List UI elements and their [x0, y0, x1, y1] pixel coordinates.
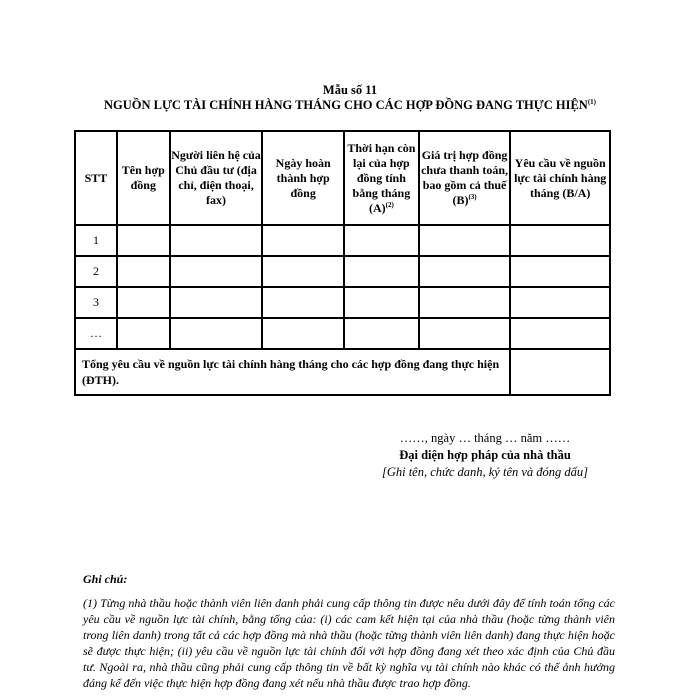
cell — [419, 318, 511, 349]
note-1: (1) Từng nhà thầu hoặc thành viên liên danh phải cung cấp thông tin được nêu dưới đây để tính toán tổng các yêu cầu về nguồn lực tài chính, bằng tổng của: (i) các cam kết hiện tại của nhà thầu (hoặc từng thành viên trong liên danh) trong tất cả các hợp đồng mà nhà thầu (hoặc từng thành viên liên danh) đang thực hiện hoặc sẽ được thực hiện; (ii) yêu cầu về nguồn lực tài chính đối với hợp đồng đang xét theo xác định của Chủ đầu tư. Ngoài ra, nhà thầu cũng phải cung cấp thông tin về bất kỳ nghĩa vụ tài chính nào khác có thể ảnh hưởng đáng kể đến việc thực hiện hợp đồng đang xét nếu nhà thầu được trao hợp đồng. — [83, 596, 615, 690]
cell — [344, 225, 419, 256]
notes-heading: Ghi chú: — [83, 572, 128, 586]
cell — [262, 256, 344, 287]
cell — [344, 318, 419, 349]
row-stt: 2 — [75, 256, 117, 287]
financial-resources-table — [74, 130, 611, 396]
header-remaining-months: Thời hạn còn lại của hợp đồng tính bằng tháng $(A)^{(2)}$ — [344, 131, 419, 225]
table-row — [75, 287, 610, 318]
date-line: ……, ngày … tháng … năm …… — [399, 431, 571, 445]
header-owner-contact: Người liên hệ của Chủ đầu tư (địa chỉ, điện thoại, fax) — [170, 131, 263, 225]
cell — [170, 225, 263, 256]
row-stt: … — [75, 318, 117, 349]
cell — [344, 287, 419, 318]
footnote-marker-2: (2) — [385, 200, 394, 209]
cell — [419, 225, 511, 256]
cell — [170, 318, 263, 349]
cell — [117, 287, 170, 318]
total-row — [75, 349, 610, 395]
cell — [510, 318, 610, 349]
cell — [170, 287, 263, 318]
footnote-marker-3: (3) — [468, 193, 477, 201]
signature-block — [360, 430, 610, 481]
cell — [419, 287, 511, 318]
header-stt: STT — [75, 131, 117, 225]
cell — [510, 256, 610, 287]
table-row — [75, 318, 610, 349]
table-row — [75, 225, 610, 256]
cell — [170, 256, 263, 287]
table-row — [75, 256, 610, 287]
header-completion-date: Ngày hoàn thành hợp đồng — [262, 131, 344, 225]
row-stt: 3 — [75, 287, 117, 318]
form-number: Mẫu số 11 — [322, 83, 378, 97]
title-text: NGUỒN LỰC TÀI CHÍNH HÀNG THÁNG CHO CÁC HỢP ĐỒNG ĐANG THỰC HIỆN — [103, 98, 588, 112]
cell — [117, 318, 170, 349]
total-label: Tổng yêu cầu về nguồn lực tài chính hàng tháng cho các hợp đồng đang thực hiện (ĐTH). — [75, 349, 510, 395]
cell — [510, 225, 610, 256]
cell — [117, 225, 170, 256]
header-monthly-requirement: Yêu cầu về nguồn lực tài chính hàng tháng (B/A) — [510, 131, 610, 225]
representative-label: Đại diện hợp pháp của nhà thầu — [399, 448, 571, 462]
header-unpaid-value: Giá trị hợp đồng chưa thanh toán, bao gồm cả thuế $(B)^{(3)}$ — [419, 131, 511, 225]
notes-section — [83, 571, 615, 691]
page-title — [95, 98, 605, 113]
title-footnote-marker: (1) — [587, 97, 596, 106]
row-stt: 1 — [75, 225, 117, 256]
header-contract-name: Tên hợp đồng — [117, 131, 170, 225]
cell — [262, 225, 344, 256]
cell — [262, 287, 344, 318]
cell — [262, 318, 344, 349]
cell — [510, 287, 610, 318]
cell — [117, 256, 170, 287]
table-header-row — [75, 131, 610, 225]
signature-instruction: [Ghi tên, chức danh, ký tên và đóng dấu] — [381, 465, 589, 479]
total-value-cell — [510, 349, 610, 395]
cell — [419, 256, 511, 287]
cell — [344, 256, 419, 287]
